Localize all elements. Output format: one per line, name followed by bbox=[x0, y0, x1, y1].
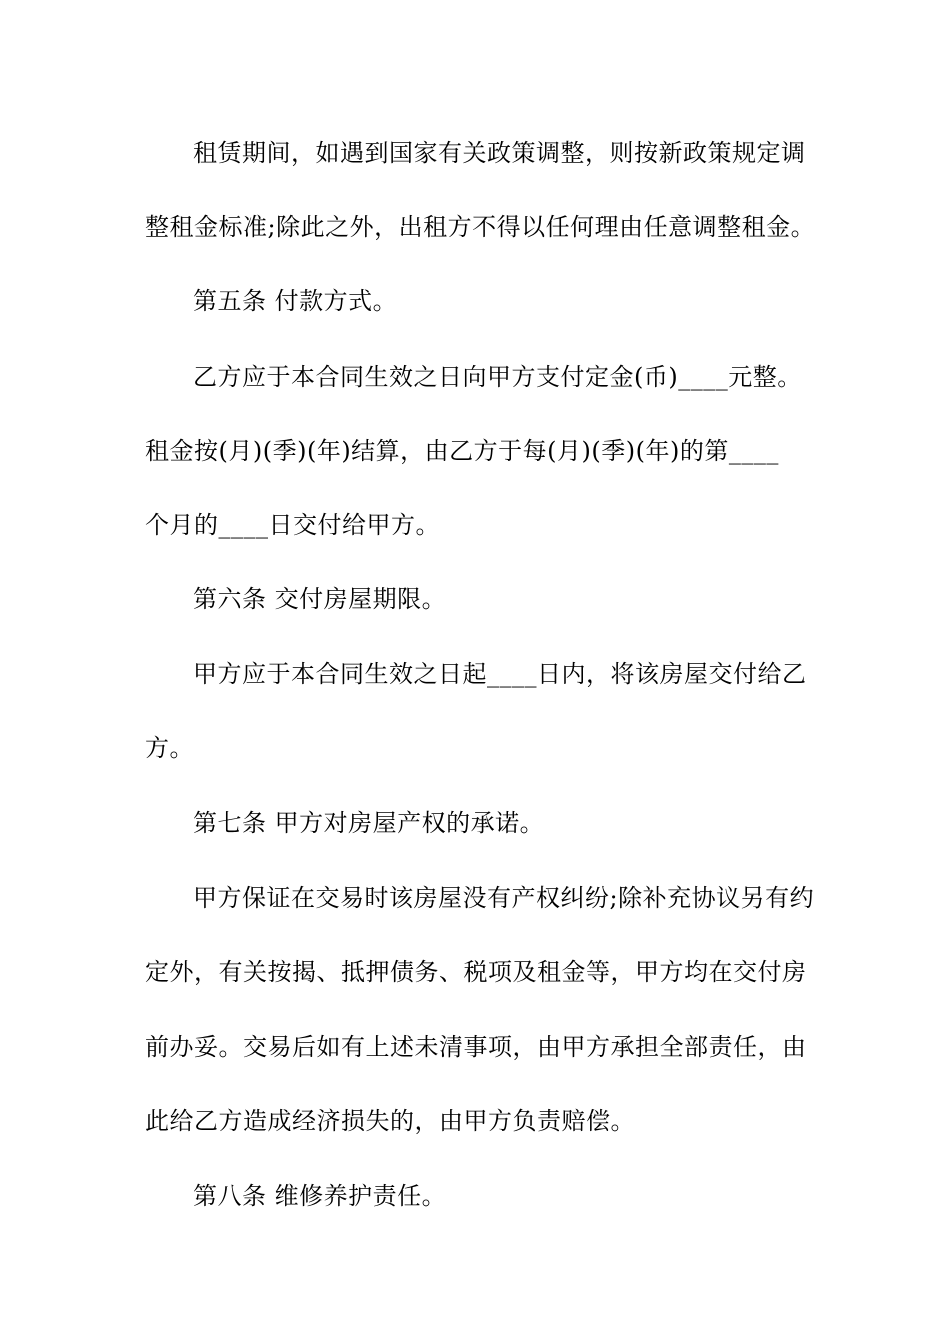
paragraph-line: 甲方应于本合同生效之日起____日内，将该房屋交付给乙 bbox=[193, 660, 807, 688]
paragraph-line: 整租金标准;除此之外，出租方不得以任何理由任意调整租金。 bbox=[145, 213, 816, 241]
paragraph-line: 定外，有关按揭、抵押债务、税项及租金等，甲方均在交付房 bbox=[145, 958, 807, 986]
section-heading: 第七条 甲方对房屋产权的承诺。 bbox=[193, 809, 545, 837]
paragraph-line: 租赁期间，如遇到国家有关政策调整，则按新政策规定调 bbox=[193, 139, 806, 167]
paragraph-line: 个月的____日交付给甲方。 bbox=[145, 511, 440, 539]
paragraph-line: 此给乙方造成经济损失的，由甲方负责赔偿。 bbox=[145, 1107, 635, 1135]
paragraph-line: 租金按(月)(季)(年)结算，由乙方于每(月)(季)(年)的第____ bbox=[145, 437, 779, 465]
paragraph-line: 乙方应于本合同生效之日向甲方支付定金(币)____元整。 bbox=[193, 363, 802, 391]
paragraph-line: 前办妥。交易后如有上述未清事项，由甲方承担全部责任，由 bbox=[145, 1033, 807, 1061]
paragraph-line: 甲方保证在交易时该房屋没有产权纠纷;除补充协议另有约 bbox=[193, 884, 815, 912]
paragraph-line: 方。 bbox=[145, 734, 194, 762]
section-heading: 第五条 付款方式。 bbox=[193, 287, 398, 315]
section-heading: 第六条 交付房屋期限。 bbox=[193, 585, 447, 613]
section-heading: 第八条 维修养护责任。 bbox=[193, 1182, 447, 1210]
